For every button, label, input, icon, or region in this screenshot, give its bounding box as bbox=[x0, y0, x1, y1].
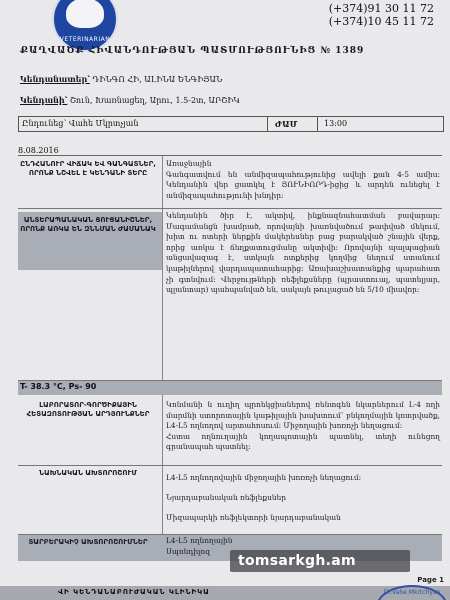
watermark bbox=[230, 550, 410, 572]
phone-2: (+374)10 45 11 72 bbox=[328, 15, 434, 28]
history-table bbox=[18, 155, 442, 536]
section-label-differential: ՏԱՐԲԵՐԱԿԻՉ ԱԽՏՈՐՈՇՈՒՄՆԵՐ bbox=[28, 538, 148, 546]
seal-text: Dr.Vahe Mkrtchyan bbox=[383, 589, 441, 596]
section-text-exam: Կենդանին ծիր է, ակտիվ, ինքնազնահատման բավարար: Մագամանցն խամրած, որովայնի խառնվածում թափված մեկում, խիտ ու ոտերի ներքին մակերեսներ բաց բարակված շնային վերք, որից առկա է ճեղքատուցմանը ակտիվի: Որովայնի պալպացիան անցավազագ է, ստկայն ոտքերից կողմից նեղում ստանում կաթիլներով վարդապատահարից: Առախաշխատանքից պարահատ չի գտնվում: Վերջույթների ռեֆլեքսները (պրաստուալ, պատելյար, պլանտար) պահպանված են, սակայն թուլացած են 5/10 միավոր: bbox=[166, 211, 440, 295]
divider bbox=[267, 117, 268, 131]
section-label-diagnosis: ՆԱԽՆԱԿԱՆ ԱԽՏՈՐՈՇՈՒՄ bbox=[39, 469, 137, 477]
divider bbox=[317, 117, 318, 131]
admission-header bbox=[18, 116, 444, 132]
page-number: Page 1 bbox=[417, 576, 444, 584]
row-divider bbox=[18, 208, 442, 209]
phone-1: (+374)91 30 11 72 bbox=[328, 2, 434, 15]
footer-text: ՎԻ ԿԵՆԴԱՆԱԲՈՒԺԱԿԱՆ ԿԼԻՆԻԿԱ bbox=[58, 588, 210, 596]
section-label-complaints: ԸՆԴՀԱՆՈՒՐ ՎԻՃԱԿ ԵՎ ԳԱՆԳԱՏՆԵՐ, ՈՐՈՆՔ ՆՇՎԵԼ Է ԿԵՆԴԱՆԻ ՏԵՐԸ bbox=[20, 160, 156, 177]
time-value: 13:00 bbox=[324, 119, 348, 128]
section-text-diagnosis: L4-L5 ողնողովային միջողային խոռոչի նեղացում: Նյարդաբանական ռեֆլեքսներ Միզապարկի ռեֆլեկտորի նյարդաբանական bbox=[166, 473, 362, 522]
paw-icon bbox=[66, 0, 104, 28]
vitals: T- 38.3 °C, Ps- 90 bbox=[20, 382, 97, 391]
admitted-by: Ընդունեց՝ Վահե Մկրտչյան bbox=[22, 119, 139, 128]
phone-numbers bbox=[329, 2, 434, 28]
clinic-logo bbox=[52, 0, 118, 52]
owner-label: Կենդանատեր՝ bbox=[20, 74, 90, 84]
record-date: 8.08.2016 bbox=[18, 146, 59, 155]
logo-text: VETERINARIAN bbox=[59, 36, 111, 43]
section-label-exam: ԱՆՏԵՐԱՊԱՆԱԿԱՆ ՑՈՒՑԱՆԻՇՆԵՐ, ՈՐՈՆՔ ԱՌԿԱ ԵՆ ԶՆՆՄԱՆ ԺԱՄԱՆԱԿ bbox=[20, 216, 156, 233]
patient-field bbox=[20, 95, 240, 105]
section-label-lab: ԼԱԲՈՐԱՏՈՐ-ԳՈՐԾԻՔԱՅԻՆ ՀԵՏԱԶՈՏՈՒԹՅԱՆ ԱՐԴՅՈՒՆՔՆԵՐ bbox=[26, 401, 150, 418]
owner-field bbox=[20, 74, 222, 84]
time-label: ԺԱՄ bbox=[275, 119, 298, 129]
section-text-differential: L4-L5 ողնողային Սպոնդիլոզ bbox=[166, 536, 233, 556]
column-divider bbox=[162, 156, 163, 536]
patient-label: Կենդանի՝ bbox=[20, 95, 68, 105]
section-text-lab: Կոնմանի ն ուղիղ պրոեկցիաներով ռենտգեն նկարներում L-4 ողի մարմնի ստորոտային կաթիլային խախտում՝ բնկողմային կոտրվածք, L4-L5 ողնողով արտահոսում: Միջողային խոռոչի նեղացում: Հստա ողնուղային կողապոտային պատնել, տեղի ունեցող գրանապահ պատնել: bbox=[166, 400, 440, 452]
owner-value: ԴԻՆԳՈ ՀԻ, ԱԼԻՆԱ ԵՆԳԻՅԱՆ bbox=[92, 75, 223, 84]
watermark-text: tomsarkgh.am bbox=[238, 553, 356, 569]
document-title: ՔԱՂՎԱԾՔ ՀԻՎԱՆԴՈՒԹՅԱՆ ՊԱՏՄՈՒԹՅՈՒՆԻՑ № 1389 bbox=[20, 46, 365, 56]
patient-value: Շուն, Խառնացեղ, Արու, 1.5-2տ, ԱՐՇԻԿ bbox=[69, 96, 240, 105]
row-divider bbox=[18, 465, 442, 466]
section-text-complaints: Առաջնային Գանգատվում են անմիզապահությունից ավելի քան 4-5 ամիս: Կենդանին վեր ցատկել է ՅՈՒՆԻՈՐԴ-իցից և արդեն ունեցել է անմիզապահությունի խնդիր: bbox=[166, 159, 440, 200]
